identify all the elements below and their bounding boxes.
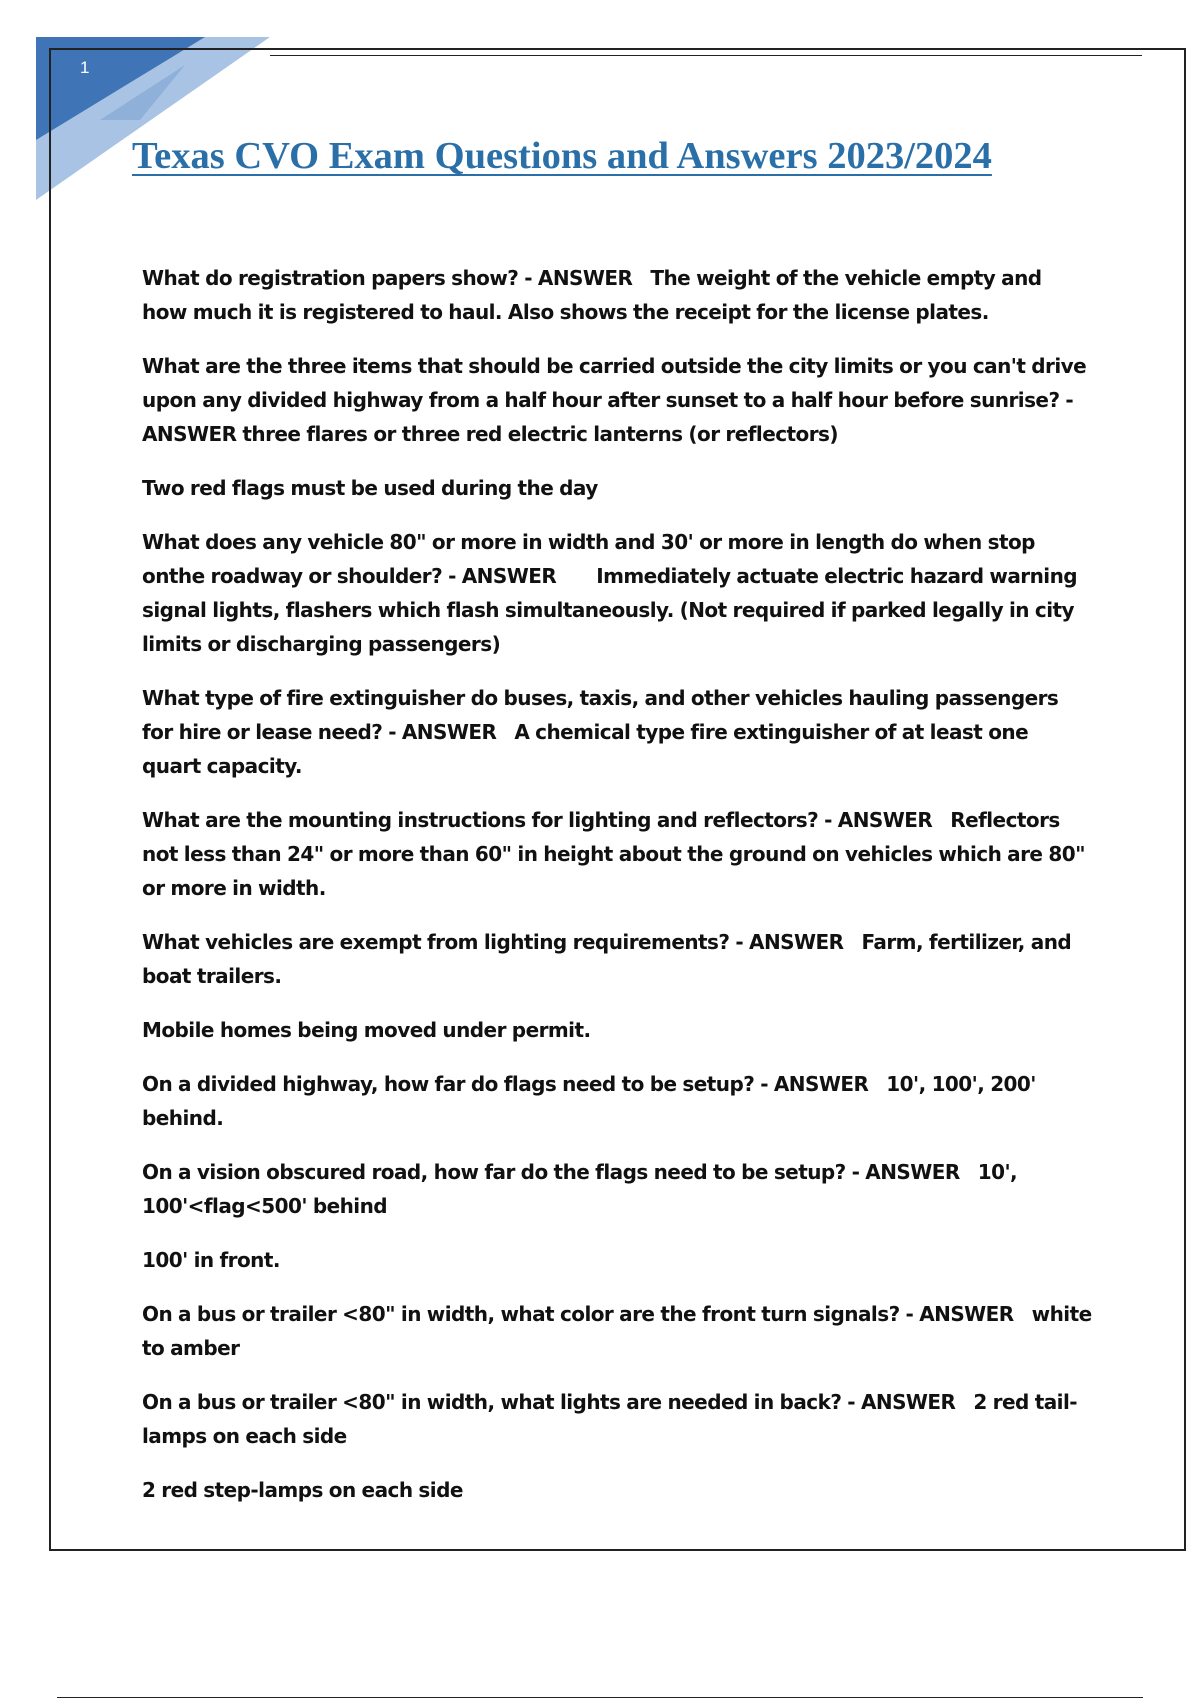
answer-text: The weight of the vehicle empty and how much it is registered to haul. Also shows the receipt for the license plates.	[142, 266, 1042, 324]
answer-text: A chemical type fire extinguisher of at least one quart capacity.	[142, 720, 1029, 778]
qa-paragraph	[142, 261, 1092, 329]
answer-text: Reflectors not less than 24" or more than 60" in height about the ground on vehicles which are 80" or more in width.	[142, 808, 1085, 900]
qa-paragraph	[142, 681, 1092, 783]
question-text: What are the three items that should be carried outside the city limits or you can't drive upon any divided highway from a half hour after sunset to a half hour before sunrise? - ANSWER	[142, 354, 1087, 446]
question-text: What does any vehicle 80" or more in width and 30' or more in length do when stop onthe roadway or shoulder? - ANSWER	[142, 530, 1035, 588]
page-number: 1	[80, 58, 90, 77]
note-paragraph: 100' in front.	[142, 1248, 280, 1272]
answer-text: Immediately actuate electric hazard warning signal lights, flashers which flash simultaneously. (Not required if parked legally in city limits or discharging passengers)	[142, 564, 1078, 656]
note-paragraph: Mobile homes being moved under permit.	[142, 1018, 591, 1042]
qa-paragraph	[142, 525, 1092, 661]
answer-text: Farm, fertilizer, and boat trailers.	[142, 930, 1072, 988]
qa-content	[142, 261, 1092, 1527]
question-text: What are the mounting instructions for lighting and reflectors? - ANSWER	[142, 808, 933, 832]
qa-paragraph	[142, 1385, 1092, 1453]
answer-text: 2 red tail-lamps on each side	[142, 1390, 1078, 1448]
qa-paragraph	[142, 1297, 1092, 1365]
qa-paragraph	[142, 349, 1092, 451]
question-text: What type of fire extinguisher do buses, taxis, and other vehicles hauling passengers for hire or lease need? - ANSWER	[142, 686, 1059, 744]
answer-text: three flares or three red electric lanterns (or reflectors)	[242, 422, 838, 446]
question-text: On a bus or trailer <80" in width, what lights are needed in back? - ANSWER	[142, 1390, 956, 1414]
footer-rule	[57, 1697, 1143, 1698]
qa-paragraph	[142, 803, 1092, 905]
question-text: What do registration papers show? - ANSWER	[142, 266, 633, 290]
qa-paragraph	[142, 1155, 1092, 1223]
question-text: On a bus or trailer <80" in width, what color are the front turn signals? - ANSWER	[142, 1302, 1014, 1326]
document-title: Texas CVO Exam Questions and Answers 2023/2024	[132, 135, 992, 177]
answer-text: 10', 100'<flag<500' behind	[142, 1160, 1018, 1218]
question-text: On a vision obscured road, how far do the flags need to be setup? - ANSWER	[142, 1160, 960, 1184]
answer-text: 10', 100', 200' behind.	[142, 1072, 1036, 1130]
answer-text: white to amber	[142, 1302, 1092, 1360]
note-paragraph: Two red flags must be used during the day	[142, 476, 598, 500]
question-text: On a divided highway, how far do flags need to be setup? - ANSWER	[142, 1072, 869, 1096]
note-paragraph: 2 red step-lamps on each side	[142, 1478, 463, 1502]
qa-paragraph	[142, 1067, 1092, 1135]
question-text: What vehicles are exempt from lighting requirements? - ANSWER	[142, 930, 844, 954]
qa-paragraph	[142, 925, 1092, 993]
